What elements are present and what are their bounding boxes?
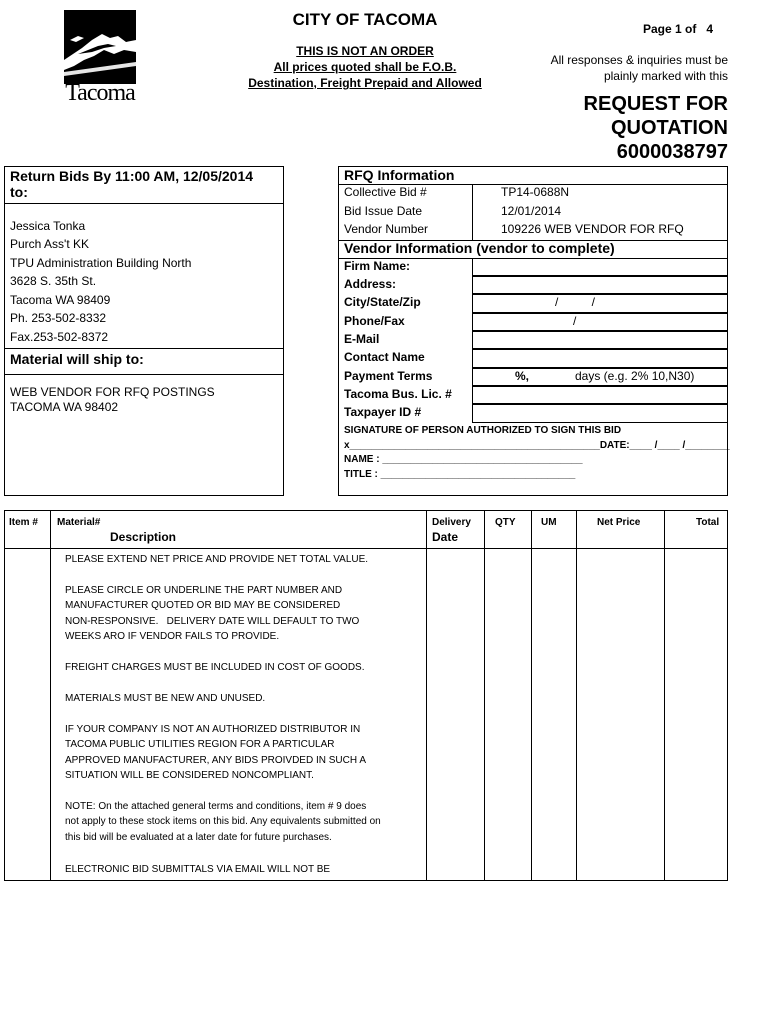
rfq-value: TP14-0688N [501,185,570,199]
instruction-text: MATERIALS MUST BE NEW AND UNUSED. [65,693,266,704]
vendor-label: Tacoma Bus. Lic. # [344,387,452,401]
rfq-title-1: REQUEST FOR [583,93,728,115]
qty-column-header: QTY [495,517,516,528]
ship-to-line: TACOMA WA 98402 [10,400,119,414]
return-address-line: Tacoma WA 98409 [10,293,111,307]
title-line[interactable]: TITLE : ___________________________________ [344,469,576,480]
instruction-text: IF YOUR COMPANY IS NOT AN AUTHORIZED DISTRIBUTOR IN TACOMA PUBLIC UTILITIES REGION FOR A PARTICULAR APPROVED MANUFACTURER, ANY BIDS PROIVDED IN SUCH A SITUATION WILL BE CONSIDERED NONCOMPLIANT. [65,724,366,782]
return-bids-title: Return Bids By 11:00 AM, 12/05/2014 [10,168,254,184]
return-address-line: Fax.253-502-8372 [10,330,109,344]
fob-line-2: Destination, Freight Prepaid and Allowed [248,76,482,90]
net-price-column-header: Net Price [597,517,641,528]
not-order-notice: THIS IS NOT AN ORDER [296,44,434,58]
return-bids-to: to: [10,184,28,200]
email-field[interactable] [472,331,728,349]
vendor-label: Contact Name [344,350,425,364]
payment-percent: %, [515,369,530,383]
city-state-zip-field[interactable] [472,294,728,313]
return-address-line: 3628 S. 35th St. [10,274,97,288]
signature-line[interactable]: x_____________________________________________DATE:____ /____ /________ [344,440,730,451]
logo-wordmark: Tacoma [65,80,135,106]
page-number: Page 1 of 4 [643,22,714,36]
taxpayer-id-field[interactable] [472,404,728,423]
business-license-field[interactable] [472,386,728,404]
rfq-title-2: QUOTATION [610,117,728,139]
instruction-text: NOTE: On the attached general terms and conditions, item # 9 does not apply to these stock items on this bid. Any equivalents submitted on this bid will be evaluated at a later date for future purchases. [65,801,381,843]
fob-line-1: All prices quoted shall be F.O.B. [273,60,457,74]
instruction-text: PLEASE EXTEND NET PRICE AND PROVIDE NET TOTAL VALUE. [65,554,369,565]
mountain-logo-icon [64,10,136,84]
address-field[interactable] [472,276,728,294]
vendor-label: City/State/Zip [344,295,421,309]
return-address-line: Ph. 253-502-8332 [10,311,107,325]
instruction-text: FREIGHT CHARGES MUST BE INCLUDED IN COST OF GOODS. [65,662,365,673]
total-column-header: Total [696,517,720,528]
vendor-info-title: Vendor Information (vendor to complete) [344,240,615,256]
return-address-line: Jessica Tonka [10,219,86,233]
vendor-label: Taxpayer ID # [344,405,422,419]
phone-fax-separator: / [573,314,577,328]
material-column-header: Material# [57,517,101,528]
rfq-label: Vendor Number [344,222,429,236]
rfq-number: 6000038797 [616,141,728,163]
delivery-column-header: Delivery [432,517,471,528]
city-title: CITY OF TACOMA [292,10,438,29]
city-state-zip-separators: / / [555,295,596,309]
rfq-value: 12/01/2014 [501,204,562,218]
ship-to-line: WEB VENDOR FOR RFQ POSTINGS [10,385,215,399]
um-column-header: UM [541,517,557,528]
payment-days-hint: days (e.g. 2% 10,N30) [575,369,695,383]
vendor-label: Firm Name: [344,259,411,273]
item-column-header: Item # [9,517,38,528]
vendor-label: Address: [344,277,397,291]
phone-fax-field[interactable] [472,313,728,331]
responses-line-1: All responses & inquiries must be [550,53,728,67]
responses-line-2: plainly marked with this [603,69,728,83]
signature-heading: SIGNATURE OF PERSON AUTHORIZED TO SIGN THIS BID [344,425,622,436]
description-column-header: Description [110,530,177,544]
ship-to-title: Material will ship to: [10,351,144,367]
firm-name-field[interactable] [472,258,728,276]
rfq-label: Bid Issue Date [344,204,423,218]
vendor-label: Payment Terms [344,369,433,383]
rfq-value: 109226 WEB VENDOR FOR RFQ [501,222,684,236]
tacoma-logo [64,10,136,114]
vendor-label: Phone/Fax [344,314,405,328]
instruction-text: PLEASE CIRCLE OR UNDERLINE THE PART NUMBER AND MANUFACTURER QUOTED OR BID MAY BE CONSIDERED NON-RESPONSIVE. DELIVERY DATE WILL DEFAULT TO TWO WEEKS ARO IF VENDOR FAILS TO PROVIDE. [65,585,360,643]
name-line[interactable]: NAME : ____________________________________ [344,454,583,465]
rfq-label: Collective Bid # [344,185,427,199]
return-address-line: TPU Administration Building North [10,256,192,270]
instruction-text: ELECTRONIC BID SUBMITTALS VIA EMAIL WILL NOT BE [65,864,331,875]
date-column-header: Date [432,530,459,544]
vendor-label: E-Mail [344,332,380,346]
return-address-line: Purch Ass't KK [10,237,89,251]
rfq-info-title: RFQ Information [344,167,455,183]
contact-name-field[interactable] [472,349,728,368]
